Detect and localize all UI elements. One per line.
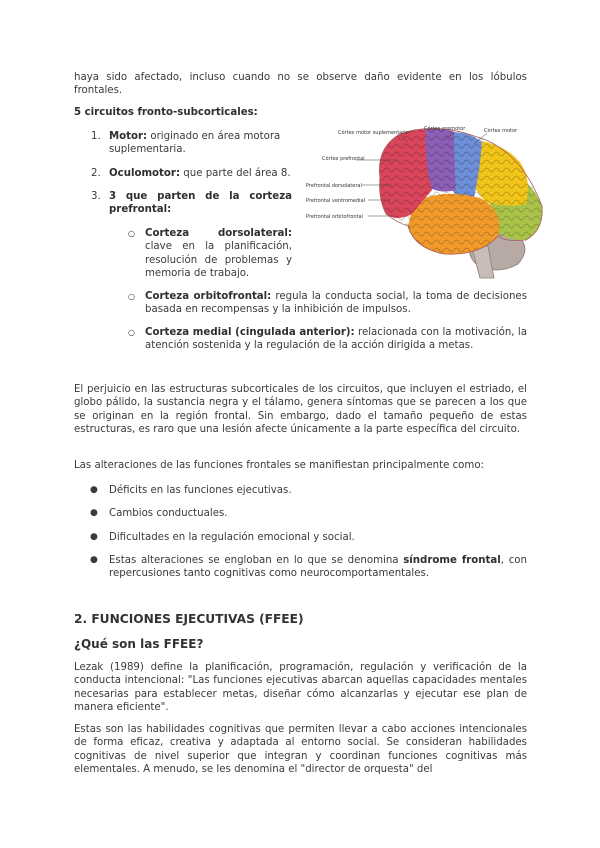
label-cortex-motor-supp: Córtex motor suplementario: [338, 130, 409, 136]
circuits-heading: 5 circuitos fronto-subcorticales:: [74, 107, 258, 118]
prefrontal-text: relacionada con la motivación, la atención sostenida y la regulación de la acción dirigida a metas.: [145, 327, 527, 352]
habilidades-paragraph: Estas son las habilidades cognitivas que permiten llevar a cabo acciones intencionales de forma eficaz, creativa y adaptada al entorno social. Se consideran habilidades cognitivas de nivel superior que integran y coordinan funciones cognitivas más elementales. A menudo, se les denomina el "director de orquesta" del: [74, 724, 527, 776]
alteration-item: Cambios conductuales.: [109, 508, 228, 519]
circuit-text: originado en área motora suplementaria.: [109, 131, 281, 156]
intro-continuation: haya sido afectado, incluso cuando no se observe daño evidente en los lóbulos frontales.: [74, 72, 527, 97]
label-cortex-prefrontal: Córtex prefrontal: [322, 156, 365, 162]
brain-diagram: [304, 118, 550, 280]
alteration-item: Déficits en las funciones ejecutivas.: [109, 485, 292, 496]
prefrontal-term: Corteza orbitofrontal:: [145, 291, 272, 302]
circuit-term: 3 que parten de la corteza prefrontal:: [109, 191, 292, 216]
section-title: 2. FUNCIONES EJECUTIVAS (FFEE): [74, 612, 304, 626]
circuit-item-prefrontal: [109, 190, 292, 217]
circuit-text: que parte del área 8.: [180, 168, 291, 179]
syndrome-text-after: , con repercusiones tanto cognitivas como neurocomportamentales.: [109, 555, 527, 580]
circuit-item-oculomotor: [109, 167, 299, 180]
prefrontal-text: regula la conducta social, la toma de decisiones basada en recompensas y la inhibición de impulsos.: [145, 291, 527, 316]
prefrontal-text: clave en la planificación, resolución de problemas y memoria de trabajo.: [145, 241, 292, 280]
circle-bullet-icon: ○: [128, 292, 135, 301]
list-number: 2.: [91, 168, 101, 179]
list-number: 3.: [91, 191, 101, 202]
circle-bullet-icon: ○: [128, 328, 135, 337]
circle-bullet-icon: ○: [128, 229, 135, 238]
list-number: 1.: [91, 131, 101, 142]
label-cortex-motor: Córtex motor: [484, 128, 518, 134]
prefrontal-item-medial: [145, 326, 527, 353]
alterations-intro: Las alteraciones de las funciones frontales se manifiestan principalmente como:: [74, 460, 484, 471]
lezak-paragraph: Lezak (1989) define la planificación, programación, regulación y verificación de la conducta intencional: "Las funciones ejecutivas abarcan aquellas capacidades mentales necesarias para establecer metas, diseñar cómo alcanzarlas y ejecutar ese plan de manera eficiente".: [74, 662, 527, 714]
circuit-item-motor: [109, 130, 292, 157]
prefrontal-item-orbitofrontal: [145, 290, 527, 317]
question-title: ¿Qué son las FFEE?: [74, 637, 204, 651]
bullet-icon: ●: [90, 508, 98, 518]
label-pf-orbitofrontal: Prefrontal orbitofrontal: [306, 214, 363, 220]
bullet-icon: ●: [90, 555, 98, 565]
bullet-icon: ●: [90, 532, 98, 542]
brain-outline: [379, 128, 542, 254]
bullet-icon: ●: [90, 485, 98, 495]
circuit-term: Oculomotor:: [109, 168, 181, 179]
label-pf-dorsolateral: Prefrontal dorsolateral: [306, 183, 362, 189]
label-cortex-premotor: Córtex premotor: [424, 126, 466, 132]
syndrome-term: síndrome frontal: [403, 555, 501, 566]
prefrontal-term: Corteza dorsolateral:: [145, 228, 292, 239]
label-pf-ventromedial: Prefrontal ventromedial: [306, 198, 366, 204]
alteration-item: Dificultades en la regulación emocional y social.: [109, 532, 355, 543]
syndrome-text-before: Estas alteraciones se engloban en lo que se denomina: [109, 555, 404, 566]
alteration-item-syndrome: [109, 554, 527, 581]
prefrontal-item-dorsolateral: [145, 227, 292, 281]
circuit-term: Motor:: [109, 131, 148, 142]
subcortical-paragraph: El perjuicio en las estructuras subcorticales de los circuitos, que incluyen el estriado, el globo pálido, la sustancia negra y el tálamo, genera síntomas que se parecen a los que se originan en la región frontal. Sin embargo, dado el tamaño pequeño de estas estructuras, es raro que una lesión afecte únicamente a la parte específica del circuito.: [74, 384, 527, 436]
prefrontal-term: Corteza medial (cingulada anterior):: [145, 327, 355, 338]
